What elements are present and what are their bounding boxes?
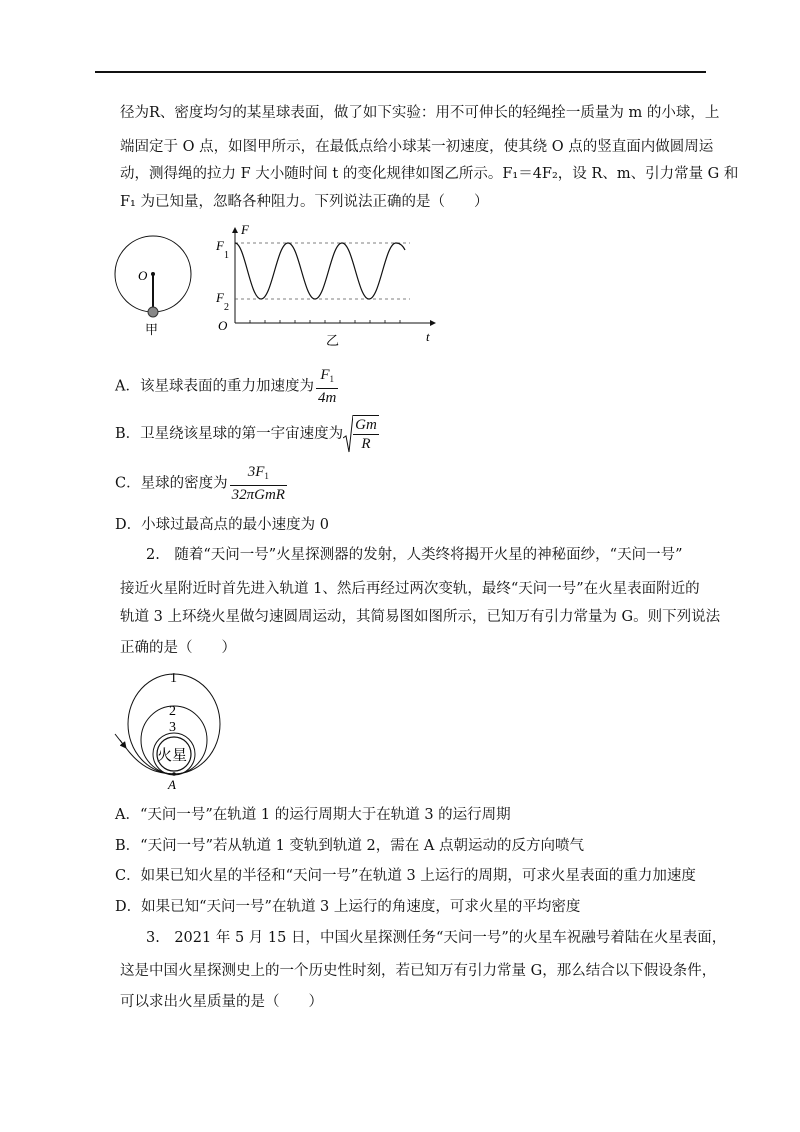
q2-option-c: C．如果已知火星的半径和“天问一号”在轨道 3 上运行的周期，可求火星表面的重力加速度 (115, 868, 696, 884)
q1-line-1: 径为R、密度均匀的某星球表面，做了如下实验：用不可伸长的轻绳拴一质量为 m 的小球，上 (120, 105, 720, 121)
q1-option-c-text: C．星球的密度为 (115, 475, 228, 492)
q2-option-a: A．“天问一号”在轨道 1 的运行周期大于在轨道 3 的运行周期 (115, 807, 511, 823)
q1-option-a-den: 4m (317, 390, 337, 406)
f1-label: F (216, 238, 224, 253)
q2-line-1: 2. 随着“天问一号”火星探测器的发射，人类终将揭开火星的神秘面纱，“天问一号” (146, 547, 683, 563)
q1-option-a-formula (316, 366, 338, 407)
q1-option-b-formula (343, 414, 379, 454)
figure-yi-label: 乙 (326, 333, 340, 348)
q1-option-a-num-sub: 1 (329, 374, 334, 384)
force-curve (235, 243, 405, 299)
q2-line-4: 正确的是（ ） (120, 640, 236, 656)
q2-line-3: 轨道 3 上环绕火星做匀速圆周运动，其简易图如图所示，已知万有引力常量为 G。则下列说法 (120, 609, 721, 625)
f1-subscript: 1 (224, 250, 229, 261)
q1-option-d: D．小球过最高点的最小速度为 0 (115, 517, 329, 533)
sqrt-sign-icon (343, 414, 353, 454)
q2-option-d: D．如果已知“天问一号”在轨道 3 上运行的角速度，可求火星的平均密度 (115, 899, 581, 915)
q1-option-c-num: 3F (247, 464, 265, 480)
figure-yi (210, 222, 445, 352)
orbit-figure (110, 662, 230, 794)
q1-option-b-den: R (361, 436, 371, 452)
origin-label: O (218, 318, 228, 333)
approach-arrow (115, 734, 126, 748)
point-a-marker (172, 772, 176, 776)
orbit-2-label: 2 (169, 704, 176, 719)
q1-option-c-den: 32πGmR (231, 487, 285, 503)
ball (148, 307, 158, 317)
axis-t-label: t (426, 329, 430, 344)
q1-option-a-text: A．该星球表面的重力加速度为 (115, 378, 314, 395)
q1-option-c (115, 463, 287, 504)
orbit-3-label: 3 (169, 720, 176, 735)
q1-line-3: 动，测得绳的拉力 F 大小随时间 t 的变化规律如图乙所示。F₁＝4F₂，设 R、m、引力常量 G 和 (120, 166, 739, 182)
pivot-point (151, 272, 155, 276)
figure-jia (108, 232, 198, 342)
f2-subscript: 2 (224, 302, 229, 313)
mars-label: 火星 (157, 748, 188, 764)
q3-line-2: 这是中国火星探测史上的一个历史性时刻，若已知万有引力常量 G，那么结合以下假设条件， (120, 963, 717, 979)
q1-line-4: F₁ 为已知量，忽略各种阻力。下列说法正确的是（ ） (120, 194, 489, 210)
pivot-label: O (138, 268, 148, 283)
q2-line-2: 接近火星附近时首先进入轨道 1、然后再经过两次变轨，最终“天问一号”在火星表面附近的 (120, 581, 700, 597)
figure-jia-label: 甲 (145, 322, 159, 337)
point-a-label: A (168, 777, 176, 792)
q1-option-b-text: B．卫星绕该星球的第一宇宙速度为 (115, 426, 344, 442)
f2-label: F (216, 290, 224, 305)
q1-option-a (115, 366, 338, 407)
q1-line-2: 端固定于 O 点，如图甲所示，在最低点给小球某一初速度，使其绕 O 点的竖直面内做圆周运 (120, 139, 714, 155)
q1-option-c-num-sub: 1 (264, 471, 269, 481)
q1-option-b (115, 414, 379, 454)
header-rule (95, 71, 706, 73)
q1-option-c-formula (230, 463, 287, 504)
q3-line-3: 可以求出火星质量的是（ ） (120, 994, 323, 1010)
q1-option-a-num: F (320, 367, 330, 383)
axis-f-label: F (241, 222, 249, 237)
q1-option-b-num: Gm (355, 417, 377, 433)
q3-line-1: 3. 2021 年 5 月 15 日，中国火星探测任务“天问一号”的火星车祝融号着陆在火星表面， (146, 930, 727, 946)
orbit-1-label: 1 (170, 671, 177, 686)
q2-option-b: B．“天问一号”若从轨道 1 变轨到轨道 2，需在 A 点朝运动的反方向喷气 (115, 838, 584, 854)
